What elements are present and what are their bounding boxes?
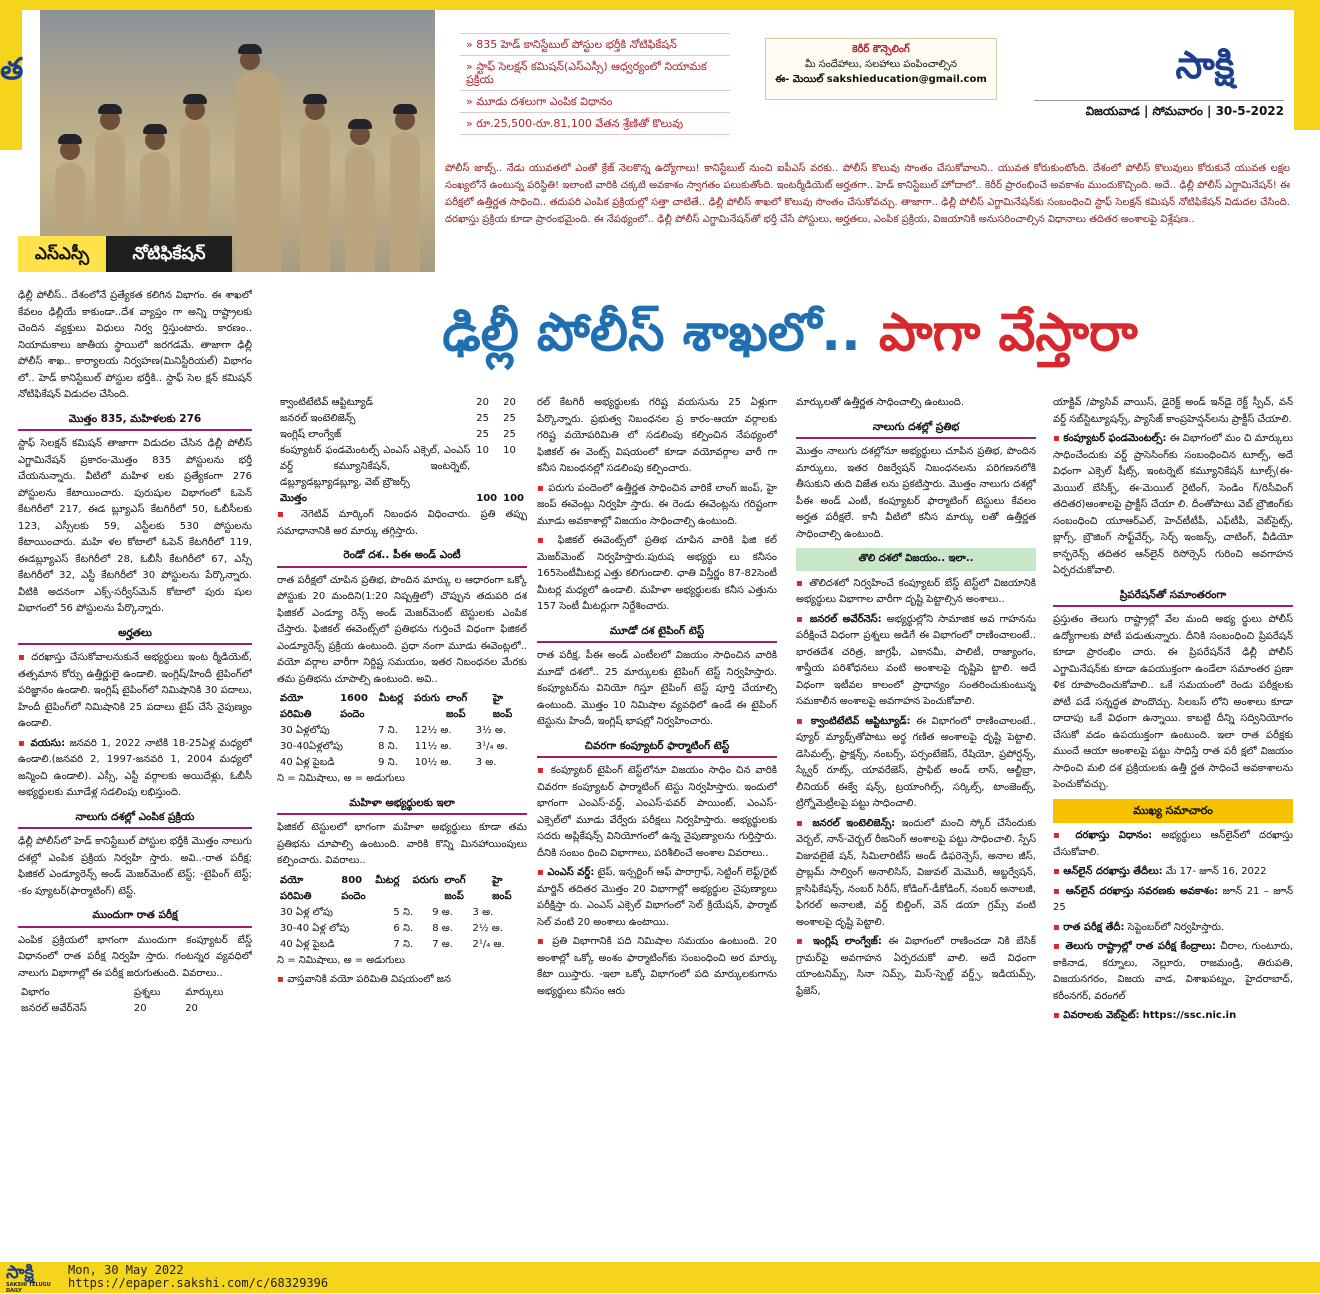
paragraph: ఢిల్లీ పోలీస్.. దేశంలోనే ప్రత్యేకత కలిగిన విభాగం. ఈ శాఖలో కేవలం ఢిల్లీయే కాకుండా..దేశ వ్యాప్తం గా అన్ని రాష్ట్రాలకు చెందిన వ్యక్తులు విధులు నిర్వ ర్తిస్తుంటారు. కారణం.. నియామకాలు జాతీయ స్థాయిలో జరగడమే. తాజాగా ఢిల్లీ పోలీస్ శాఖ.. కార్యాలయ నిర్వహణ(మినిస్టీరియల్) విభాగం లో.. హెడ్ కానిస్టేబుల్ పోస్టుల భర్తీకి.. స్టాఫ్ సెల క్షన్ కమిషన్ నోటిఫికేషన్ విడుదల చేసింది. bbox=[18, 290, 252, 400]
footer-logo bbox=[6, 1262, 60, 1294]
table-note: ని = నిమిషాలు, అ = అడుగులు bbox=[277, 954, 406, 966]
women-physical-table bbox=[277, 873, 527, 905]
bullet-icon: ▪ bbox=[1053, 941, 1066, 952]
section-heading: రెండో దశ.. పీఈ అండ్ ఎంటీ bbox=[277, 545, 527, 568]
paragraph: ▪ వాస్తవానికి వయో పరిమితి విషయంలో జన bbox=[277, 974, 451, 985]
footer-bar bbox=[0, 1262, 1320, 1293]
section-heading: మూడో దశ టైపింగ్ టెస్ట్ bbox=[537, 621, 777, 644]
table-row: మొత్తం 100 100 bbox=[280, 493, 524, 504]
table-cell: 20 bbox=[185, 1003, 198, 1014]
paragraph: మార్కులతో ఉత్తీర్ణత సాధించాల్సి ఉంటుంది. bbox=[796, 397, 965, 408]
paragraph: ఎంపిక ప్రక్రియలో భాగంగా ముందుగా కంప్యూటర్ బేస్డ్ విధానంలో రాత పరీక్ష నిర్వహి స్తారు. గంటన్నర వ్యవధిలో నాలుగు విభాగాల్లో ఈ పరీక్ష జరుగుతుంది. వివరాలు.. bbox=[18, 934, 252, 979]
paragraph: ▪ ఫిజికల్ ఈవెంట్స్‌లో ప్రతిభ చూపిన వారికి ఫిజి కల్ మెజర్‌మెంట్ నిర్వహిస్తారు.పురుష అభ్యర్థు లు కనీసం 165సెంటీమీటర్ల ఎత్తు కలిగుండాలి. ఛాతి విస్తీర్ణం 87-82సెంటీ మీటర్ల మధ్యలో ఉండాలి. మహిళా అభ్యర్థులకు కనీస ఎత్తును 157 సెంటీ మీటర్లుగా నిర్దేశించారు. bbox=[537, 535, 777, 612]
officer-figure bbox=[390, 132, 420, 272]
table-note: ని = నిమిషాలు, అ = అడుగులు bbox=[277, 773, 406, 784]
table-row: 30 ఏళ్లలోపు 7 ని. 12½ అ. 3½ అ. bbox=[280, 725, 507, 736]
paragraph: ▪ కంప్యూటర్ ఫండమెంటల్స్: ఈ విభాగంలో మం చి మార్కులు సాధించేందుకు వర్డ్ ప్రాసెసింగ్‌కు సంబంధించిన టూల్స్, అదే విధంగా ఎక్సెల్ షీట్స్, ఇంటర్నెట్ కమ్యూనికేషన్ టూల్స్(ఈ-మెయిల్ బేసిక్స్, ఈ-మెయిల్ రైటింగ్, సెండిం గ్/రిసీవింగ్ తదితర)అంశాలపై ప్రాక్టీస్ చేయా లి. దీంతోపాటు వెబ్ బ్రౌజింగ్‌కు సంబంధించి యూఆర్ఎల్, హెచ్‌టీటీపీ, ఎఫ్‌టీపీ, వెబ్‌సైట్స్, బ్లాగ్స్, బ్రౌజింగ్ సాఫ్ట్‌వేర్స్, సెర్చ్ ఇంజన్స్, చాటింగ్, వీడియో కాన్ఫరెన్స్ తదితర ఆన్‌లైన్ రిసోర్సెస్ గురించి అవగాహన ఏర్పరచుకోవాలి. bbox=[1053, 433, 1293, 576]
bullet-icon: ▪ bbox=[1053, 885, 1066, 897]
paragraph: ▪ నెగెటివ్ మార్కింగ్ నిబంధన విధించారు. ప్రతి తప్పు సమాధానానికి అర మార్కు తగ్గిస్తారు. bbox=[277, 509, 527, 537]
officer-figure bbox=[235, 72, 281, 272]
highlights-list bbox=[460, 33, 730, 135]
left-yellow-band bbox=[0, 10, 22, 150]
paragraph: ▪ ప్రతి విభాగానికి పది నిమిషాల సమయం ఉంటుంది. 20 అంశాల్లో ఒక్కో అంశం ఫార్మాటింగ్‌కు సంబంధించి అర మార్కు కేటా యిస్తారు. -ఇలా ఒక్కో విభాగంలో పది మార్కులకుగాను అభ్యర్థులు కనీసం ఆరు bbox=[537, 936, 777, 997]
highlight-item: » మూడు దశలుగా ఎంపిక విధానం bbox=[460, 91, 730, 113]
table-row: ఇంగ్లిష్ లాంగ్వేజ్ 25 25 bbox=[280, 429, 516, 440]
info-item: ▪ ఆన్‌లైన్ దరఖాస్తు సవరణకు అవకాశం: జూన్ 21 – జూన్ 25 bbox=[1053, 885, 1293, 913]
info-item: ▪ తెలుగు రాష్ట్రాల్లో రాత పరీక్ష కేంద్రాలు: చీరాల, గుంటూరు, కాకినాడ, కర్నూలు, నెల్లూరు, రాజమండ్రి, తిరుపతి, విజయనగరం, విజయ వాడ, విశాఖపట్నం, హైదరాబాద్, కరీంనగర్, వరంగల్ bbox=[1053, 941, 1293, 1002]
table-row: వయో పరిమితి 800 మీటర్ల పరుగు పందెం లాంగ్ జంప్ హై జంప్ bbox=[280, 874, 512, 902]
column-3 bbox=[537, 395, 777, 1235]
bullet-icon: ▪ bbox=[18, 737, 31, 749]
column-1 bbox=[18, 288, 252, 1228]
career-email[interactable]: ఈ- మెయిల్ sakshieducation@gmail.com bbox=[775, 74, 987, 85]
paragraph: ఫిజికల్ టెస్టులలో భాగంగా మహిళా అభ్యర్థులు కూడా తమ ప్రతిభను చూపాల్సి ఉంటుంది. వారికి కొన్ని మినహాయింపులు కల్పించారు. వివరాలు.. bbox=[277, 822, 527, 866]
info-item: ▪ రాత పరీక్ష తేదీ: సెప్టెంబర్‌లో నిర్వహిస్తారు. bbox=[1053, 921, 1225, 933]
bullet-icon: ▪ bbox=[796, 577, 810, 589]
table-row: 40 ఏళ్ల పైబడి 9 ని. 10½ అ. 3 అ. bbox=[280, 757, 497, 768]
column-5 bbox=[1053, 395, 1293, 1235]
paragraph: ▪ దరఖాస్తు చేసుకోవాలనుకునే అభ్యర్థులు ఇంట ర్మీడియెట్, తత్సమాన కోర్సు ఉత్తీర్ణులై ఉండాలి. ఇంగ్లిష్/హిందీ టైపింగ్‌లో పరిజ్ఞానం ఉండాలి. ఇంగ్లిష్ టైపింగ్‌లో నిమిషానికి 30 పదాలు, హిందీ టైపింగ్‌లో నిమిషానికి 25 పదాలు టైప్ చేసే నైపుణ్యం ఉండాలి. bbox=[18, 652, 252, 729]
table-row: 30 ఏళ్ల లోపు 5 ని. 9 అ. 3 అ. bbox=[280, 906, 494, 918]
bullet-icon: ▪ bbox=[1053, 1010, 1064, 1021]
right-yellow-band bbox=[1294, 10, 1320, 130]
highlight-item: » రూ.25,500-రూ.81,100 వేతన శ్రేణితో కొలువు bbox=[460, 113, 730, 135]
bullet-icon: ▪ bbox=[1053, 866, 1064, 877]
column-4 bbox=[796, 395, 1036, 1235]
bullet-icon: ▪ bbox=[537, 482, 549, 494]
exam-table bbox=[277, 395, 527, 507]
table-row: జనరల్ ఇంటెలిజెన్స్ 25 25 bbox=[280, 413, 516, 424]
info-item: ▪ వివరాలకు వెబ్‌సైట్: https://ssc.nic.in bbox=[1053, 1010, 1237, 1021]
key-info-heading: ముఖ్య సమాచారం bbox=[1053, 799, 1293, 824]
bullet-icon: ▪ bbox=[796, 817, 813, 829]
table-cell: మార్కులు bbox=[185, 987, 224, 998]
paragraph: స్టాఫ్ సెలక్షన్ కమిషన్ తాజాగా విడుదల చేసిన ఢిల్లీ పోలీస్ ఎగ్జామినేషన్ ప్రకారం-మొత్తం 835 పోస్టులను భర్తీ చేయనున్నారు. వీటిలో మహిళ లకు ప్రత్యేకంగా 276 పోస్టులను కేటాయించారు. పురుషుల విభాగంలో ఓపెన్ కేటగిరీలో 217, ఈడ బ్ల్యూఎస్ కేటగిరీలో 50, ఓబీసీలకు 123, ఎస్సీలకు 59, ఎస్టీలకు 530 పోస్టులను కేటాయించారు. మహి ళల కోటాలో ఓపెన్ కేటగిరీలో 119, ఈడబ్ల్యూఎస్ కేటగిరీలో 28, ఓబీసీ కేటగిరీలో 67, ఎస్సీ కేటగిరీలో 32, ఎస్టీ కేటగిరీలో 30 పోస్టులను పేర్కొన్నారు. వీటికి అదనంగా ఎక్స్-సర్వీస్‌మెన్ కోటాలో పురు షుల విభాగంలో 56 పోస్టులను పేర్కొన్నారు. bbox=[18, 438, 252, 614]
column-2 bbox=[277, 395, 527, 1235]
men-physical-rows bbox=[277, 723, 527, 771]
section-heading: ప్రిపరేషన్‌తో సమాంతరంగా bbox=[1053, 585, 1293, 608]
paragraph: రాత పరీక్ష, పీఈ అండ్ ఎంటీలలో విజయం సాధించిన వారికి మూడో దశలో.. 25 మార్కులకు టైపింగ్ టెస్ట్ నిర్వహిస్తారు. కంప్యూటర్‌ను వినియో గిస్తూ టైపింగ్ టెస్ట్ పూర్తి చేయాల్సి ఉంటుంది. మొత్తం 10 నిమిషాల వ్యవధిలో ఉండే ఈ టైపింగ్ టెస్టును హిందీ, ఇంగ్లిష్ భాషల్లో నిర్వహించారు. bbox=[537, 650, 777, 727]
bullet-icon: ▪ bbox=[537, 867, 548, 878]
badge-right: నోటిఫికేషన్ bbox=[106, 236, 232, 272]
brand-logo: సాక్షి bbox=[1175, 43, 1235, 87]
table-row: 40 ఏళ్ల పైబడి 7 ని. 7 అ. 2¹/₄ అ. bbox=[280, 938, 505, 950]
paragraph: ▪ జనరల్ ఇంటెలిజెన్స్: ఇందులో మంచి స్కోర్ చేసేందుకు వెర్బల్, నాన్-వెర్బల్ రీజనింగ్ అంశాలపై పట్టు సాధించాలి. స్పేస్ విజువలైజే షన్, సిమిలారిటీస్ అండ్ డిఫరెన్సెస్, అనాల జీస్, ప్రాబ్లమ్ సాల్వింగ్ అనాలిసిస్, విజువల్ మెమొరీ, అబ్జర్వేషన్, క్లాసిఫికేషన్స్, నంబర్ సిరీస్, కోడింగ్-డీకోడింగ్, నంబర్ అనాలజీ, ఫిగరల్ అనాలజీ, వర్డ్ బిల్డింగ్, వెన్ డయా గ్రమ్స్ వంటి అంశాలపై దృష్టి పెట్టాలి. bbox=[796, 817, 1036, 928]
police-march-photo bbox=[40, 10, 435, 272]
footer-meta bbox=[68, 1264, 328, 1290]
bullet-icon: ▪ bbox=[796, 613, 810, 625]
career-title: కెరీర్ కౌన్సెలింగ్ bbox=[852, 44, 910, 55]
table-row: 30-40 ఏళ్ల లోపు 6 ని. 8 అ. 2½ అ. bbox=[280, 922, 503, 934]
headline bbox=[285, 292, 1295, 374]
bullet-icon: ▪ bbox=[277, 974, 288, 985]
paragraph: రాత పరీక్షలో చూపిన ప్రతిభ, పొందిన మార్కు ల ఆధారంగా ఒక్కో పోస్టుకు 20 మందిని(1:20 నిష్పత్తిలో) చొప్పున తదుపరి దశ ఫిజికల్ ఎండ్యూ రెన్స్ అండ్ మెజర్‌మెంట్ టెస్టులకు ఎంపిక చేస్తారు. ఫిజికల్ ఈవెంట్స్‌లో ప్రతిభను గుర్తించే విధంగా ఫిజికల్ ఎండ్యూరెన్స్ ప్రక్రియ ఉంటుంది. ప్రధా నంగా మూడు ఈవెంట్లలో.. వయో వర్గాల వారీగా నిర్దిష్ట సమయం, ఇతర నిబంధనల మేరకు తమ ప్రతిభను చూపాల్సి ఉంటుంది. అవి.. bbox=[277, 574, 527, 685]
officer-figure bbox=[345, 147, 375, 272]
bullet-icon: ▪ bbox=[537, 535, 558, 546]
bullet-icon: ▪ bbox=[1053, 433, 1064, 444]
career-line: మీ సందేహాలు, సలహాలు పంపించాల్సిన bbox=[804, 59, 958, 70]
footer-date: Mon, 30 May 2022 bbox=[68, 1263, 184, 1277]
section-heading: చివరగా కంప్యూటర్ ఫార్మాటింగ్ టెస్ట్ bbox=[537, 736, 777, 759]
women-physical-rows bbox=[277, 905, 527, 953]
footer-brand: సాక్షి bbox=[6, 1262, 34, 1283]
dateline: విజయవాడ | సోమవారం | 30-5-2022 bbox=[1034, 100, 1284, 121]
paragraph: ▪ ఇంగ్లిష్ లాంగ్వేజ్: ఈ విభాగంలో రాణించడా నికి బేసిక్ గ్రామర్‌పై అవగాహన ఏర్పరచుకో వాలి. అదే విధంగా యాంటనిమ్స్, సినా నిమ్స్, మిస్-స్పెల్ట్ వర్డ్స్, ఇడియమ్స్, ఫ్రేజెస్, bbox=[796, 936, 1036, 997]
website-link[interactable]: https://ssc.nic.in bbox=[1142, 1010, 1237, 1021]
paragraph: ▪ ఎంఎస్ వర్డ్: టైప్, ఇన్సర్టింగ్ ఆఫ్ పారాగ్రాఫ్, సెట్టింగ్ లెఫ్ట్/రైట్ మార్జిన్ తదితర మొత్తం 20 విభాగాల్లో అభ్యర్థుల నైపుణ్యాలు పరీక్షిస్తా రు. ఎంఎస్ ఎక్సెల్ విభాగంలో సెల్ క్రియేషన్, ఫార్మాట్ సెల్ వంటి 20 అంశాలు ఉంటాయి. bbox=[537, 867, 777, 928]
section-heading: ముందుగా రాత పరీక్ష bbox=[18, 905, 252, 928]
highlight-item: » స్టాఫ్ సెలక్షన్ కమిషన్(ఎస్ఎస్సీ) ఆధ్వర్యంలో నియామక ప్రక్రియ bbox=[460, 56, 730, 91]
bullet-icon: ▪ bbox=[537, 765, 551, 776]
table-cell: విభాగం bbox=[21, 987, 50, 998]
section-heading: నాలుగు దశల్లో ఎంపిక ప్రక్రియ bbox=[18, 807, 252, 830]
bullet-icon: ▪ bbox=[796, 936, 813, 947]
table-cell: జనరల్ అవేర్‌నెస్ bbox=[21, 1003, 87, 1014]
info-item: ▪ ఆన్‌లైన్ దరఖాస్తు తేదీలు: మే 17- జూన్ 16, 2022 bbox=[1053, 866, 1267, 877]
section-heading: మొత్తం 835, మహిళలకు 276 bbox=[18, 409, 252, 432]
intro-paragraph: పోలీస్ జాబ్స్.. నేడు యువతలో ఎంతో క్రేజ్ నెలకొన్న ఉద్యోగాలు! కానిస్టేబుల్ నుంచి ఐపీఎస్ వరకు.. పోలీస్ కొలువు సొంతం చేసుకోవాలని.. యువత కోరుకుంటోంది. దేశంలో పోలీస్ కొలువులు కోరుకునే యువత లక్షల సంఖ్యలోనే ఉంటున్న పరిస్థితి! ఇలాంటి వారికి చక్కటి అవకాశం స్వాగతం పలుకుతోంది. ఇంటర్మీడియెట్ అర్హతగా.. హెడ్ కానిస్టేబుల్ హోదాలో.. కెరీర్ ప్రారంభించే అవకాశం ముందుకొచ్చింది. అదే.. ఢిల్లీ పోలీస్ ఎగ్జామినేషన్! ఈ పరీక్షలో ఉత్తీర్ణత సాధించి.. తదుపరి ఎంపిక ప్రక్రియల్లో సత్తా చాటితే.. ఢిల్లీ పోలీస్ శాఖలో కొలువు సొంతం చేసుకోవచ్చు. తాజాగా.. ఢిల్లీ పోలీస్ ఎగ్జామినేషన్‌కు సంబంధించి స్టాఫ్ సెలక్షన్ కమిషన్ నోటిఫికేషన్ విడుదల చేసింది. దరఖాస్తు ప్రక్రియ కూడా ప్రారంభమైంది. ఈ నేపథ్యంలో.. ఢిల్లీ పోలీస్ ఎగ్జామినేషన్‌తో భర్తీ చేసే పోస్టులు, అర్హతలు, ఎంపిక ప్రక్రియ, విజయానికి అనుసరించాల్సిన విధానాలు తదితర అంశాలపై విశ్లేషణ.. bbox=[445, 163, 1290, 225]
exam-table-head bbox=[18, 985, 252, 1017]
paragraph: ▪ వయసు: జనవరి 1, 2022 నాటికి 18-25ఏళ్ల మధ్యలో ఉండాలి.(జనవరి 2, 1997-జనవరి 1, 2004 మధ్యలో జన్మించి ఉండాలి). ఎస్సీ, ఎస్టీ వర్గాలకు అయిదేళ్లు, ఓబీసీ అభ్యర్థులకు మూడేళ్ల సడలింపు లభిస్తుంది. bbox=[18, 737, 252, 798]
officer-figure bbox=[300, 122, 330, 272]
paragraph: రల్ కేటగిరీ అభ్యర్థులకు గరిష్ట వయసును 25 ఏళ్లుగా పేర్కొన్నారు. ప్రభుత్వ నిబంధనల ప్ర కారం-ఆయా వర్గాలకు గరిష్ట వయోపరిమితి లో సడలింపు కల్పించిన నేపథ్యంలో ఫిజికల్ ఈ వెంట్స్ విషయంలో కూడా వయోవర్గాల వారీ గా కనీస నిబంధనల్లో సడలింపు కల్పించారు. bbox=[537, 397, 777, 474]
side-letter: త bbox=[0, 52, 24, 87]
career-counselling-box bbox=[765, 38, 997, 100]
paragraph: ▪ తొలిదశలో నిర్వహించే కంప్యూటర్ బేస్డ్ టెస్ట్‌లో విజయానికి అభ్యర్థులు విభాగాల వారీగా దృష్టి పెట్టాల్సిన అంశాలు.. bbox=[796, 577, 1036, 605]
paragraph: ▪ జనరల్ అవేర్‌నెస్: అభ్యర్థుల్లోని సామాజిక అవ గాహనను పరీక్షించే విధంగా ప్రశ్నలు అడిగే ఈ విభాగంలో రాణించాలంటే.. భారతదేశ చరిత్ర, జాగ్రఫీ, ఎకానమీ, పాలిటీ, రాజ్యాంగం, శాస్త్రీయ పరిశోధనలు వంటి అంశాలపై దృష్టిపె ట్టాలి. అదే విధంగా ఇటీవల కాలంలో ప్రాధాన్యం సంతరించుకుంటున్న సమకాలీన అంశాలపై అవగాహన పెంచుకోవాలి. bbox=[796, 613, 1036, 707]
headline-part2: పాగా వేస్తారా bbox=[878, 303, 1138, 363]
men-physical-table bbox=[277, 691, 527, 723]
bullet-icon: ▪ bbox=[18, 652, 32, 663]
table-cell: 20 bbox=[133, 1003, 147, 1014]
table-row: కంప్యూటర్ ఫండమెంటల్స్ ఎంఎస్ ఎక్సెల్, ఎంఎస్ వర్డ్ కమ్యూనికేషన్, ఇంటర్నెట్, డబ్ల్యూడబ్ల్యూడబ్ల్యూ, వెబ్ బ్రౌజర్స్ 10 10 bbox=[280, 445, 516, 488]
bullet-icon: ▪ bbox=[1053, 921, 1064, 933]
table-row: 30-40ఏళ్లలోపు 8 ని. 11½ అ. 3¹/₄ అ. bbox=[280, 741, 508, 752]
highlight-item: » 835 హెడ్ కానిస్టేబుల్ పోస్టుల భర్తీకి నోటిఫికేషన్ bbox=[460, 33, 730, 56]
top-yellow-band bbox=[0, 0, 1320, 10]
ssc-notification-badge bbox=[18, 236, 232, 272]
section-heading: అర్హతలు bbox=[18, 623, 252, 646]
footer-url[interactable]: https://epaper.sakshi.com/c/68329396 bbox=[68, 1276, 329, 1290]
section-heading: తొలి దశలో విజయం.. ఇలా.. bbox=[796, 548, 1036, 571]
paragraph: ▪ క్వాంటిటేటివ్ ఆప్టిట్యూడ్: ఈ విభాగంలో రాణించాలంటే.. ప్యూర్ మ్యాథ్స్‌తోపాటు అర్థ గణిత అంశాలపై దృష్టి పెట్టాలి. డెసిమల్స్, ఫ్రాక్షన్స్, నంబర్స్, పర్సంటేజెస్, రేషియో, ప్రపోర్షన్స్, స్క్వేర్ రూట్స్, యావరేజెస్, ప్రాఫిట్ అండ్ లాస్, ఆల్జీబ్రా, లీనియర్ ఈక్వే షన్స్, ట్రయాంగిల్స్, సర్కిల్స్, టాంజెంట్స్, ట్రిగ్నోమెట్రీలపై పట్టు సాధించాలి. bbox=[796, 715, 1036, 809]
section-heading: నాలుగు దశల్లో ప్రతిభ bbox=[796, 417, 1036, 440]
bullet-icon: ▪ bbox=[537, 936, 553, 947]
bullet-icon: ▪ bbox=[1053, 830, 1076, 841]
paragraph: యాక్టివ్ /ప్యాసివ్ వాయిస్, డైరెక్ట్ అండ్ ఇన్‌డై రెక్ట్ స్పీచ్, వన్ వర్డ్ సబ్‌స్టిట్యూషన్స్, ప్యాసేజ్ కాంప్రహెన్షన్‌లను ప్రాక్టీస్ చేయాలి. bbox=[1053, 397, 1293, 425]
paragraph: ప్రస్తుతం తెలుగు రాష్ట్రాల్లో వేల మంది అభ్య ర్థులు పోలీస్ ఉద్యోగాలకు పోటీ పడుతున్నారు. దీనికి సంబంధించి ప్రిపరేషన్ కూడా ప్రారంభిం చారు. ఈ ప్రిపరేషన్‌నే ఢిల్లీ పోలీస్ ఎగ్జామినేషన్‌కు కూడా ఉపయుక్తంగా ఉండేలా సమాంతర ప్రణా ళిక రూపొందించుకోవాలి.. ఒకే సమయంలో రెండు పరీక్షలకు పోటీ పడే సన్నద్ధత పొందొచ్చు. సిలబస్ లోని అంశాలు కూడా దాదాపు ఒకే విధంగా ఉన్నాయి. కాబట్టి దీన్ని సద్వినియోగం చేసుకో వడం ఉపయుక్తంగా ఉంటుంది. ఇలా రాత పరీక్షకు ముందే ఆయా అంశాలపై పట్టు సాధిస్తే రాత పరీ క్షలో విజయం సాధించి మలి దశ ప్రక్రియలకు ఉత్తీ ర్ణత సాధించే అవకాశాలను పెంచుకోవచ్చు. bbox=[1053, 614, 1293, 790]
paragraph: ▪ పరుగు పందెంలో ఉత్తీర్ణత సాధించిన వారికే లాంగ్ జంప్, హై జంప్ ఈవెంట్లు నిర్వహి స్తారు. ఈ రెండు ఈవెంట్లను గరిష్టంగా మూడు అవకాశాల్లో విజయం సాధించాల్సి ఉంటుంది. bbox=[537, 482, 777, 527]
paragraph: ఢిల్లీ పోలీస్‌లో హెడ్ కానిస్టేబుల్ పోస్టుల భర్తీకి మొత్తం నాలుగు దశల్లో ఎంపిక ప్రక్రియ నిర్వహి స్తారు. అవి..-రాత పరీక్ష; ఫిజికల్ ఎండ్యూరెన్స్ అండ్ మెజర్‌మెంట్ టెస్ట్; -టైపింగ్ టెస్ట్; -కం ప్యూటర్(ఫార్మాటింగ్) టెస్ట్. bbox=[18, 836, 252, 897]
footer-tag: SAKSHI TELUGU DAILY bbox=[6, 1282, 51, 1294]
bullet-icon: ▪ bbox=[277, 509, 302, 520]
headline-part1: ఢిల్లీ పోలీస్ శాఖలో.. bbox=[442, 303, 861, 363]
section-heading: మహిళా అభ్యర్థులకు ఇలా bbox=[277, 793, 527, 816]
table-cell: ప్రశ్నలు bbox=[133, 987, 161, 998]
paragraph: మొత్తం నాలుగు దశల్లోనూ అభ్యర్థులు చూపిన ప్రతిభ, పొందిన మార్కులు, ఇతర రిజర్వేషన్ నిబంధనలను పరిగణనలోకి తీసుకుని తుది విజేత లను ప్రకటిస్తారు. మొత్తం నాలుగు దశల్లో పీఈ అండ్ ఎంటీ, కంప్యూటర్ ఫార్మాటింగ్ టెస్టులు కేవలం అర్హత పరీక్షలే. కానీ వీటిలో కనీస మార్కు లతో ఉత్తీర్ణత సాధించాల్సి ఉంటుంది. bbox=[796, 446, 1036, 540]
badge-left: ఎస్ఎస్సీ bbox=[18, 236, 106, 272]
table-row: వయో పరిమితి 1600 మీటర్ల పరుగు పందెం లాంగ్ జంప్ హై జంప్ bbox=[280, 693, 513, 720]
paragraph: ▪ కంప్యూటర్ టైపింగ్ టెస్ట్‌లోనూ విజయం సాధిం చిన వారికి చివరగా కంప్యూటర్ ఫార్మాటింగ్ టెస్టు నిర్వహిస్తారు. ఇందులో భాగంగా ఎంఎస్-వర్డ్, ఎంఎస్-పవర్ పాయింట్, ఎంఎస్-ఎక్సెల్‌లో మూడు వేర్వేరు పరీక్షలు నిర్వహిస్తారు. అభ్యర్థులకు సదరు అప్లికేషన్స్ వినియోగంలో ఉన్న నైపుణ్యాలను గుర్తిస్తారు. దీనికి సంబం ధించి విభాగాలు, పరిశీలించే అంశాల వివరాలు.. bbox=[537, 765, 777, 859]
info-item: ▪ దరఖాస్తు విధానం: అభ్యర్థులు ఆన్‌లైన్‌లో దరఖాస్తు చేసుకోవాలి. bbox=[1053, 830, 1293, 858]
table-row: క్వాంటిటేటివ్ ఆప్టిట్యూడ్ 20 20 bbox=[280, 397, 516, 408]
bullet-icon: ▪ bbox=[796, 715, 811, 727]
